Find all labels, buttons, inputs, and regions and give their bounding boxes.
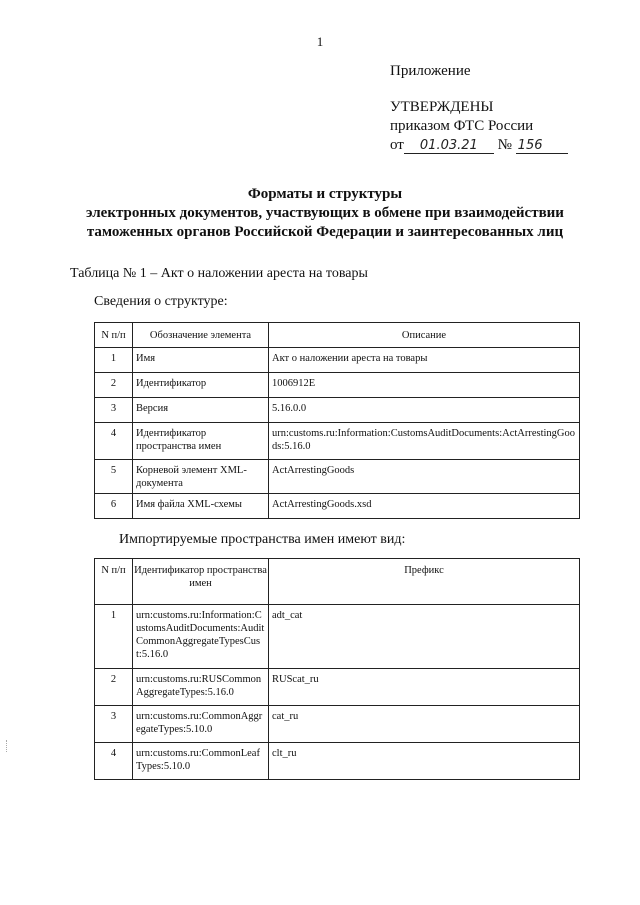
cell-element: Корневой элемент XML-документа	[133, 460, 269, 494]
table-caption: Таблица № 1 – Акт о наложении ареста на товары	[70, 266, 368, 281]
col-header-number: N п/п	[95, 559, 133, 605]
col-header-namespace: Идентификатор пространства имен	[133, 559, 269, 605]
handwritten-date: 01.03.21	[404, 139, 494, 154]
page-number: 1	[316, 34, 324, 49]
table-row	[95, 743, 580, 780]
cell-namespace: urn:customs.ru:RUSCommonAggregateTypes:5.16.0	[133, 669, 269, 706]
cell-namespace: urn:customs.ru:Information:CustomsAuditDocuments:AuditCommonAggregateTypesCust:5.16.0	[133, 605, 269, 669]
cell-number: 1	[95, 605, 133, 669]
table-row	[95, 669, 580, 706]
cell-description: urn:customs.ru:Information:CustomsAuditDocuments:ActArrestingGoods:5.16.0	[269, 423, 580, 460]
handwritten-number: 156	[516, 139, 568, 154]
approved-date-line	[390, 136, 568, 155]
approved-by: приказом ФТС России	[390, 118, 534, 134]
cell-number: 5	[95, 460, 133, 494]
col-header-element: Обозначение элемента	[133, 323, 269, 348]
number-prefix: №	[497, 137, 512, 153]
cell-description: ActArrestingGoods	[269, 460, 580, 494]
cell-number: 4	[95, 743, 133, 780]
table-row	[95, 373, 580, 398]
table-row	[95, 423, 580, 460]
approved-heading: УТВЕРЖДЕНЫ	[390, 99, 494, 115]
table-header-row	[95, 559, 580, 605]
cell-number: 1	[95, 348, 133, 373]
cell-namespace: urn:customs.ru:CommonAggregateTypes:5.10.0	[133, 706, 269, 743]
cell-prefix: adt_cat	[269, 605, 580, 669]
cell-description: Акт о наложении ареста на товары	[269, 348, 580, 373]
title-line-3: таможенных органов Российской Федерации и заинтересованных лиц	[86, 224, 564, 240]
table-row	[95, 605, 580, 669]
cell-number: 2	[95, 373, 133, 398]
cell-prefix: cat_ru	[269, 706, 580, 743]
table-row	[95, 706, 580, 743]
table-row	[95, 348, 580, 373]
document-title	[70, 185, 580, 242]
scan-margin-mark	[6, 740, 9, 752]
date-prefix: от	[390, 137, 404, 153]
cell-element: Имя	[133, 348, 269, 373]
cell-number: 2	[95, 669, 133, 706]
cell-namespace: urn:customs.ru:CommonLeafTypes:5.10.0	[133, 743, 269, 780]
table-header-row	[95, 323, 580, 348]
col-header-description: Описание	[269, 323, 580, 348]
cell-element: Версия	[133, 398, 269, 423]
table-row	[95, 398, 580, 423]
appendix-label: Приложение	[390, 63, 471, 79]
col-header-number: N п/п	[95, 323, 133, 348]
title-line-1: Форматы и структуры	[247, 186, 403, 202]
cell-prefix: clt_ru	[269, 743, 580, 780]
table-row	[95, 460, 580, 494]
title-line-2: электронных документов, участвующих в обмене при взаимодействии	[86, 205, 564, 221]
col-header-prefix: Префикс	[269, 559, 580, 605]
cell-element: Идентификатор	[133, 373, 269, 398]
cell-number: 3	[95, 706, 133, 743]
approval-stamp	[390, 98, 568, 155]
cell-element: Имя файла XML-схемы	[133, 494, 269, 519]
cell-description: 5.16.0.0	[269, 398, 580, 423]
table-row	[95, 494, 580, 519]
cell-description: ActArrestingGoods.xsd	[269, 494, 580, 519]
structure-table	[94, 322, 580, 519]
cell-element: Идентификатор пространства имен	[133, 423, 269, 460]
cell-description: 1006912E	[269, 373, 580, 398]
cell-prefix: RUScat_ru	[269, 669, 580, 706]
cell-number: 3	[95, 398, 133, 423]
imports-caption: Импортируемые пространства имен имеют вид:	[119, 532, 406, 547]
imports-table	[94, 558, 580, 780]
cell-number: 4	[95, 423, 133, 460]
structure-caption: Сведения о структуре:	[94, 294, 228, 309]
cell-number: 6	[95, 494, 133, 519]
